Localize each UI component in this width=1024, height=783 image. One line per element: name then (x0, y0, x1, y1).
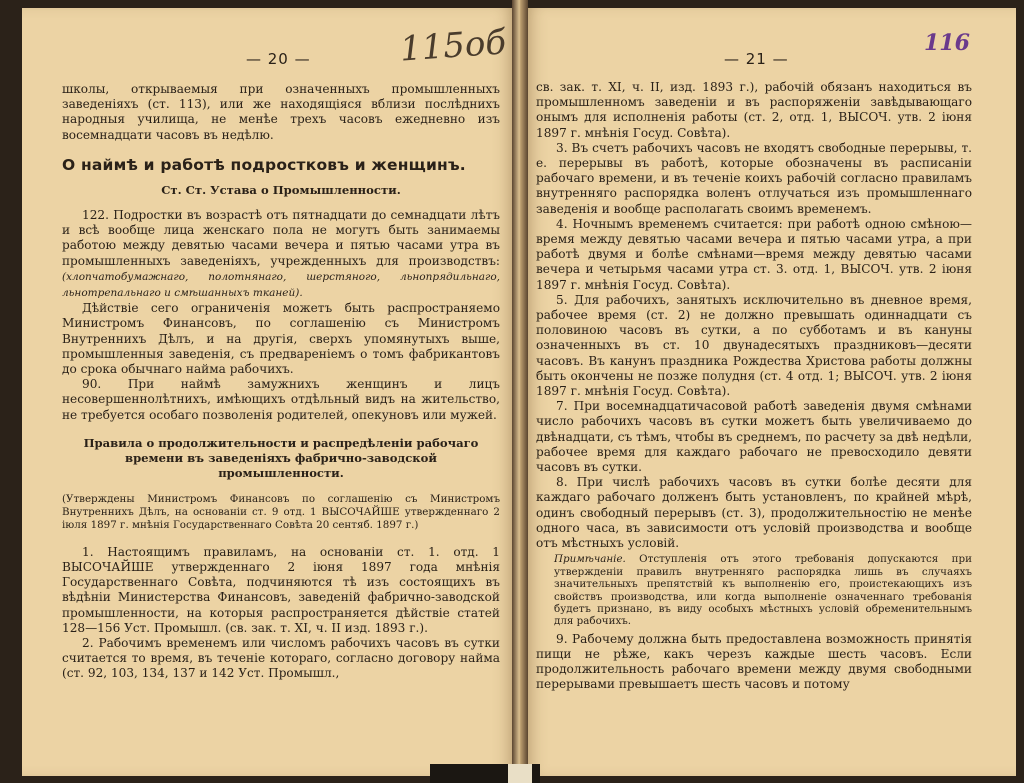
section-heading: О наймѣ и работѣ подростковъ и женщинъ. (62, 155, 466, 174)
binding-paper (508, 764, 532, 783)
paragraph-122-text: 122. Подростки въ возрастѣ отъ пятнадцати до семнадцати лѣтъ и всѣ вообще лица женскаго пола не могутъ быть занимаемы работою между девятью часами вечера и пятью часами утра въ промышленныхъ заведенiяхъ, учрежденныхъ для производствъ: (62, 208, 500, 268)
paragraph-122 (62, 208, 500, 301)
paragraph-122-italic: (хлопчатобумажнаго, полотнянаго, шерстяного, льнопрядильнаго, льнотрепальнаго и смѣшанныхъ тканей). (62, 270, 500, 300)
left-text-column (62, 82, 500, 682)
rules-heading: Правила о продолжительности и распредѣленiи рабочаго времени въ заведенiяхъ фабрично-заводской промышленности. (83, 435, 479, 480)
right-page (524, 8, 1016, 776)
statute-heading: Ст. Ст. Устава о Промышленности. (161, 182, 401, 197)
handwritten-folio-number: 116 (924, 30, 970, 56)
handwritten-folio-number: 115об (398, 22, 508, 70)
rule-8: 8. При числѣ рабочихъ часовъ въ сутки болѣе десяти для каждаго рабочаго долженъ быть установленъ, по крайней мѣрѣ, одинъ свободный перерывъ (ст. 3), продолжительностiю не менѣе одного часа, въ зависимости отъ условiй производства и вообще отъ мѣстныхъ условiй. (536, 475, 972, 551)
intro-paragraph: школы, открываемыя при означенныхъ промышленныхъ заведенiяхъ (ст. 113), или же находящiяся вблизи послѣднихъ народныя училища, не менѣе трехъ часовъ ежедневно изъ восемнадцати часовъ въ недѣлю. (62, 82, 500, 142)
rule-2-start: 2. Рабочимъ временемъ или числомъ рабочихъ часовъ въ сутки считается то время, въ теченiе котораго, согласно договору найма (ст. 92, 103, 134, 137 и 142 Уст. Промышл., (62, 636, 500, 681)
note-label: Примѣчанiе. (554, 553, 626, 566)
approved-note: (Утверждены Министромъ Финансовъ по соглашенiю съ Министромъ Внутреннихъ Дѣлъ, на основанiи ст. 9 отд. 1 ВЫСОЧАЙШЕ утвержденнаго 2 iюля 1897 г. мнѣнiя Государственнаго Совѣта 20 сентяб. 1897 г.) (62, 492, 500, 531)
paragraph-action: Дѣйствiе сего ограниченiя можетъ быть распространяемо Министромъ Финансовъ, по соглашенiю съ Министромъ Внутреннихъ Дѣлъ, и на другiя, сверхъ упомянутыхъ выше, промышленныя заведенiя, съ предваренiемъ о томъ фабрикантовъ до срока обычнаго найма рабочихъ. (62, 301, 500, 377)
rule-1: 1. Настоящимъ правиламъ, на основанiи ст. 1. отд. 1 ВЫСОЧАЙШЕ утвержденнаго 2 iюня 1897 года мнѣнiя Государственнаго Совѣта, подчиняются тѣ изъ состоящихъ въ вѣдѣнiи Министерства Финансовъ, заведенiй фабрично-заводской промышленности, на которыя распространяется дѣйствiе статей 128—156 Уст. Промышл. (св. зак. т. XI, ч. II изд. 1893 г.). (62, 544, 500, 635)
rule-9-start: 9. Рабочему должна быть предоставлена возможность принятiя пищи не рѣже, какъ черезъ каждые шесть часовъ. Если продолжительность рабочаго времени между двумя свободными перерывами превышаетъ шесть часовъ и потому (536, 631, 972, 692)
left-page (22, 8, 516, 776)
paragraph-90: 90. При наймѣ замужнихъ женщинъ и лицъ несовершеннолѣтнихъ, имѣющихъ отдѣльный видъ на жительство, не требуется особаго позволенiя родителей, опекуновъ или мужей. (62, 377, 500, 422)
page-number: — 21 — (724, 50, 789, 68)
right-text-column (536, 80, 972, 693)
note (554, 553, 972, 627)
page-number: — 20 — (246, 50, 311, 68)
rule-2-continuation: св. зак. т. XI, ч. II, изд. 1893 г.), рабочiй обязанъ находиться въ промышленномъ заведенiи и въ распоряженiи завѣдывающаго онымъ для исполненiя работы (ст. 2, отд. 1, ВЫСОЧ. утв. 2 iюня 1897 г. мнѣнiя Госуд. Совѣта). (536, 80, 972, 140)
rule-7: 7. При восемнадцатичасовой работѣ заведенiя двумя смѣнами число рабочихъ часовъ въ сутки можетъ быть увеличиваемо до двѣнадцати, съ тѣмъ, чтобы въ среднемъ, по расчету за двѣ недѣли, рабочее время для каждаго рабочаго не превосходило девяти часовъ въ сутки. (536, 399, 972, 475)
rule-3: 3. Въ счетъ рабочихъ часовъ не входятъ свободные перерывы, т. е. перерывы въ работѣ, которые обозначены въ расписанiи рабочаго времени, и въ теченiе коихъ рабочiй согласно правиламъ внутренняго распорядка воленъ отлучаться изъ промышленнаго заведенiя и вообще располагать своимъ временемъ. (536, 140, 972, 216)
book-spine (512, 0, 528, 783)
note-text: Отступленiя отъ этого требованiя допускаются при утвержденiи правилъ внутренняго распорядка лишь въ случаяхъ значительныхъ препятствiй къ выполненiю его, проистекающихъ изъ свойствъ производства, или когда выполненiе означеннаго требованiя будетъ признано, въ виду особыхъ мѣстныхъ условiй обременительнымъ для рабочихъ. (554, 553, 972, 628)
rule-4: 4. Ночнымъ временемъ считается: при работѣ одною смѣною—время между девятью часами вечера и пятью часами утра, а при работѣ двумя и болѣе смѣнами—время между девятью часами вечера и четырьмя часами утра ст. 3. отд. 1, ВЫСОЧ. утв. 2 iюня 1897 г. мнѣнiя Госуд. Совѣта). (536, 216, 972, 292)
rule-5: 5. Для рабочихъ, занятыхъ исключительно въ дневное время, рабочее время (ст. 2) не должно превышать одиннадцати съ половиною часовъ въ сутки, а по субботамъ и въ кануны означенныхъ въ ст. 10 двунадесятыхъ праздниковъ—десяти часовъ. Въ канунъ праздника Рождества Христова работы должны быть окончены не позже полудня (ст. 4 отд. 1; ВЫСОЧ. утв. 2 iюня 1897 г. мнѣнiя Госуд. Совѣта). (536, 292, 972, 399)
